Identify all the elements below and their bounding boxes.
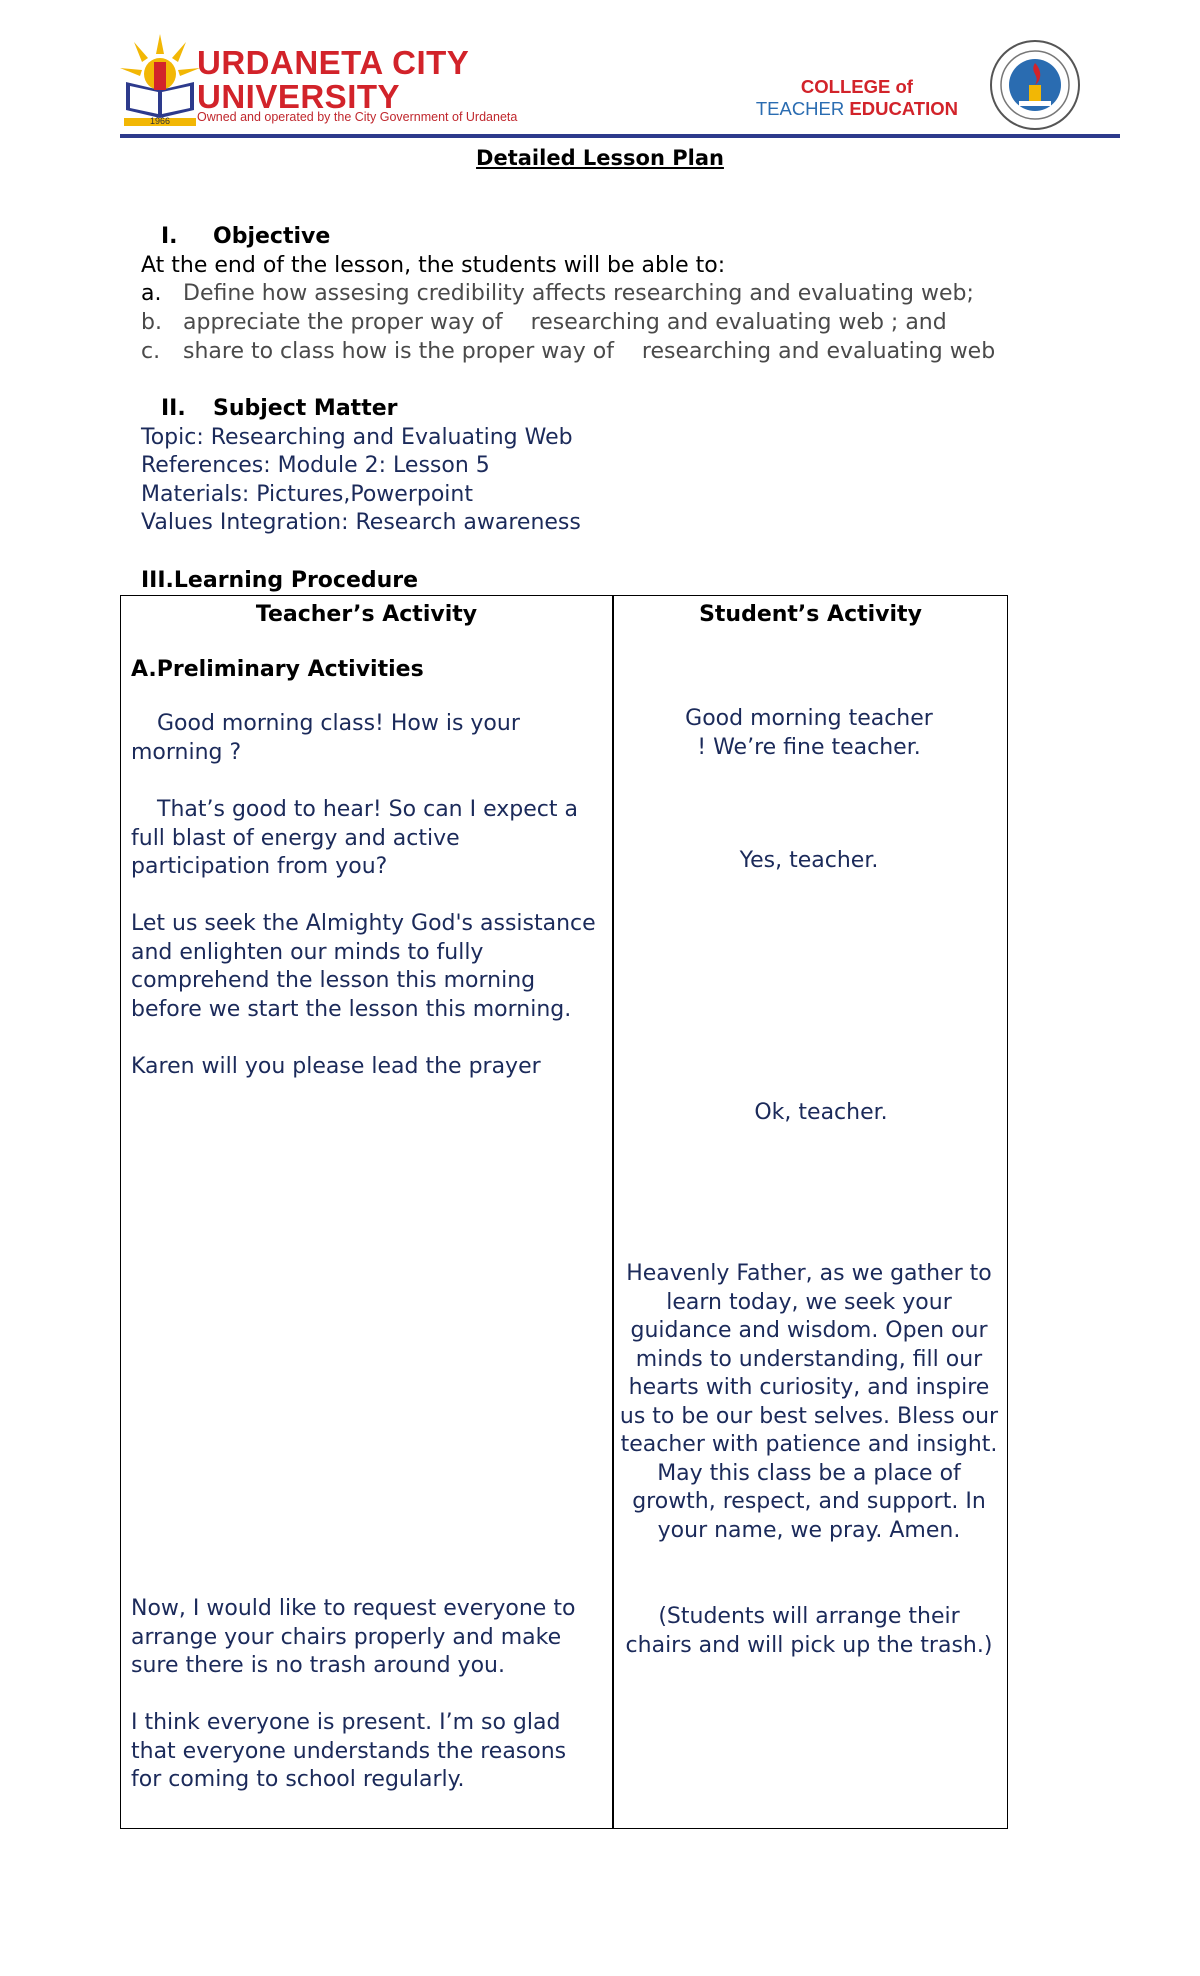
- objective-item-b: appreciate the proper way of researching and evaluating web ; and: [183, 310, 947, 335]
- objective-marker-a: a.: [141, 281, 162, 306]
- subject-matter-heading-number: II.: [161, 396, 186, 421]
- student-activity-header: Student’s Activity: [699, 602, 922, 627]
- letterhead: [0, 0, 1200, 135]
- objective-item-a: Define how assesing credibility affects researching and evaluating web;: [183, 281, 974, 306]
- teacher-line-arrange-chairs: Now, I would like to request everyone to arrange your chairs properly and make sure there is no trash around you.: [131, 1596, 576, 1678]
- teacher-line-participation: That’s good to hear! So can I expect a full blast of energy and active participation from you?: [131, 797, 578, 879]
- subject-topic: Topic: Researching and Evaluating Web: [141, 425, 573, 450]
- procedure-table: [120, 595, 1008, 1829]
- university-name-line1: URDANETA CITY: [197, 44, 470, 81]
- university-tagline: Owned and operated by the City Government of Urdaneta: [197, 110, 518, 124]
- university-name-line2: UNIVERSITY: [197, 78, 401, 115]
- teacher-line-attendance: I think everyone is present. I’m so glad that everyone understands the reasons for coming to school regularly.: [131, 1710, 567, 1792]
- objective-marker-b: b.: [141, 310, 162, 335]
- college-name-teacher: TEACHER: [755, 98, 845, 119]
- college-name-education: EDUCATION: [849, 98, 958, 119]
- founding-year: 1966: [150, 116, 171, 126]
- preliminary-activities-heading: A.Preliminary Activities: [131, 657, 424, 682]
- subject-matter-heading: Subject Matter: [213, 396, 398, 421]
- teacher-line-greeting: Good morning class! How is your morning ?: [131, 711, 520, 765]
- teacher-line-lead-prayer: Karen will you please lead the prayer: [131, 1054, 541, 1079]
- teacher-line-prayer-intro: Let us seek the Almighty God's assistance and enlighten our minds to fully comprehend the lesson this morning before we start the lesson this morning.: [131, 911, 596, 1022]
- university-logo-icon: [120, 34, 200, 126]
- objective-intro: At the end of the lesson, the students will be able to:: [141, 253, 726, 278]
- document-title: Detailed Lesson Plan: [476, 146, 724, 170]
- student-line-prayer: Heavenly Father, as we gather to learn today, we seek your guidance and wisdom. Open our minds to understanding, fill our hearts with curiosity, and inspire us to be our best selves. Bless our teacher with patience and insight. May this class be a place of growth, respect, and support. In your name, we pray. Amen.: [619, 1261, 999, 1543]
- university-name: [197, 46, 469, 114]
- teacher-activity-header: Teacher’s Activity: [255, 602, 478, 627]
- subject-materials: Materials: Pictures,Powerpoint: [141, 482, 473, 507]
- university-seal-icon: [989, 39, 1081, 131]
- subject-values: Values Integration: Research awareness: [141, 510, 581, 535]
- student-line-greeting: Good morning teacher ! We’re fine teacher.: [685, 706, 933, 760]
- student-line-yes: Yes, teacher.: [739, 848, 879, 873]
- college-name-line1: COLLEGE of: [800, 76, 913, 97]
- student-line-arrange-chairs: (Students will arrange their chairs and will pick up the trash.): [625, 1604, 993, 1658]
- header-rule: [120, 134, 1120, 138]
- objective-marker-c: c.: [141, 339, 161, 364]
- objective-heading-number: I.: [161, 224, 178, 249]
- objective-heading: Objective: [213, 224, 331, 249]
- college-name: [756, 76, 958, 120]
- table-column-divider: [612, 596, 614, 1828]
- student-line-ok: Ok, teacher.: [754, 1100, 888, 1125]
- subject-references: References: Module 2: Lesson 5: [141, 453, 490, 478]
- objective-item-c: share to class how is the proper way of researching and evaluating web: [183, 339, 996, 364]
- procedure-heading: III.Learning Procedure: [141, 568, 419, 593]
